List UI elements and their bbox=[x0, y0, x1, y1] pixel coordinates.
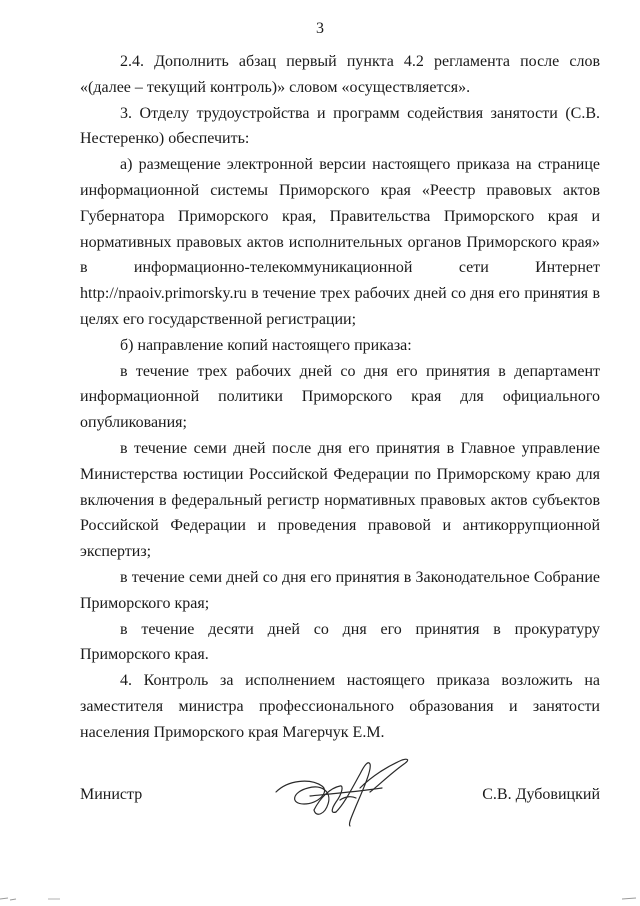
paragraph-2-4: 2.4. Дополнить абзац первый пункта 4.2 регламента после слов «(далее – текущий контроль)» словом «осуществляется». bbox=[80, 53, 600, 96]
handwritten-signature-icon bbox=[270, 752, 420, 832]
page-number: 3 bbox=[316, 20, 324, 37]
paragraph-3b-item-4: в течение десяти дней со дня его принятия в прокуратуру Приморского края. bbox=[80, 620, 600, 664]
paragraph-3a: а) размещение электронной версии настоящего приказа на странице информационной системы Приморского края «Реестр правовых актов Губернатора Приморского края, Правительства Приморского края и нормативных правовых актов исполнительных органов Приморского края» в информационно-телекоммуникационной сети Интернет http://npaoiv.primorsky.ru в течение трех рабочих дней со дня его принятия в целях его государственной регистрации; bbox=[80, 156, 600, 328]
scan-speck-left-icon bbox=[0, 896, 24, 902]
paragraph-3b-item-2: в течение семи дней после дня его принятия в Главное управление Министерства юстиции Российской Федерации по Приморскому краю для включения в федеральный регистр нормативных правовых актов субъектов Российской Федерации и проведения правовой и антикоррупционной экспертиз; bbox=[80, 439, 600, 561]
scan-speck-center-icon bbox=[48, 896, 72, 902]
paragraph-3b-item-3: в течение семи дней со дня его принятия в Законодательное Собрание Приморского края; bbox=[80, 568, 600, 612]
paragraph-4: 4. Контроль за исполнением настоящего приказа возложить на заместителя министра профессионального образования и занятости населения Приморского края Магерчук Е.М. bbox=[80, 672, 600, 741]
paragraph-3b: б) направление копий настоящего приказа: bbox=[120, 336, 412, 354]
document-body bbox=[80, 49, 600, 746]
paragraph-3: 3. Отделу трудоустройства и программ содействия занятости (С.В. Нестеренко) обеспечить: bbox=[80, 104, 600, 148]
signatory-name: С.В. Дубовицкий bbox=[482, 786, 600, 803]
paragraph-3b-item-1: в течение трех рабочих дней со дня его принятия в департамент информационной политики Приморского края для официального опубликования; bbox=[80, 362, 600, 432]
scan-speck-right-icon bbox=[616, 896, 640, 902]
signatory-title: Министр bbox=[80, 786, 143, 803]
